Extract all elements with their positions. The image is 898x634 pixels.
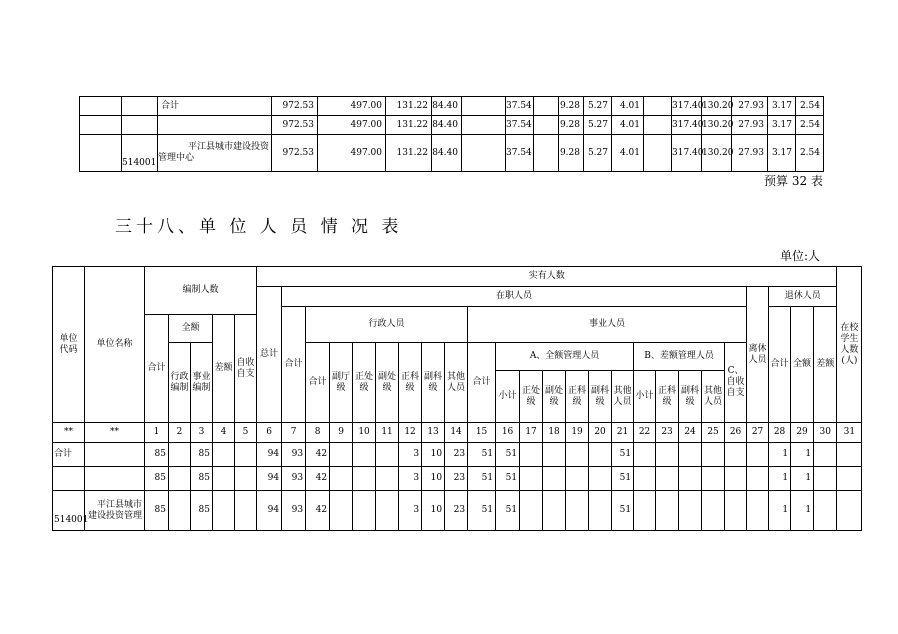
column-index: 21 (612, 423, 634, 443)
column-index: 1 (145, 423, 169, 443)
table-cell: 1 (769, 443, 791, 467)
column-index: 15 (468, 423, 496, 443)
table-cell (566, 443, 589, 467)
budget-row-name: 合计 (158, 97, 272, 116)
table-cell (566, 467, 589, 491)
column-index: 2 (169, 423, 191, 443)
header-full-mgmt: A、全额管理人员 (496, 343, 634, 371)
table-cell (837, 443, 862, 467)
column-index: 24 (679, 423, 702, 443)
table-cell (330, 491, 353, 531)
table-cell (169, 443, 191, 467)
table-cell (543, 443, 566, 467)
table-cell (543, 491, 566, 531)
table-cell (520, 491, 543, 531)
column-index: 17 (520, 423, 543, 443)
header-in-service: 在职人员 (282, 287, 747, 307)
table-cell: 51 (468, 443, 496, 467)
table-cell: 51 (468, 491, 496, 531)
table-cell (353, 443, 376, 467)
table-cell: 1 (791, 491, 814, 531)
table-cell: 94 (257, 443, 282, 467)
table-row: 合计 972.53 497.00 131.22 84.40 37.54 9.28 5.27 4.01 317.40 130.20 27.93 3.17 2.54 (80, 97, 824, 116)
table-cell (656, 443, 679, 467)
table-cell (169, 467, 191, 491)
table-cell (566, 491, 589, 531)
table-cell: 51 (612, 443, 634, 467)
table-cell: 93 (282, 467, 306, 491)
table-cell: 3 (399, 443, 422, 467)
table-cell (169, 491, 191, 531)
table-row (53, 491, 862, 531)
table-cell (213, 491, 235, 531)
table-row (53, 467, 862, 491)
column-index: 16 (496, 423, 520, 443)
column-index: 27 (747, 423, 769, 443)
table-cell (725, 467, 747, 491)
table-cell (330, 443, 353, 467)
table-cell: 85 (145, 491, 169, 531)
header-retired: 退休人员 (769, 287, 837, 307)
table-cell: 51 (496, 443, 520, 467)
table-cell: 1 (791, 443, 814, 467)
column-index: 5 (235, 423, 257, 443)
table-cell (702, 443, 725, 467)
table-cell (679, 467, 702, 491)
unit-code: 514001 (122, 135, 158, 172)
table-cell: 23 (445, 467, 468, 491)
column-index: 22 (634, 423, 656, 443)
column-index: 12 (399, 423, 422, 443)
table-cell: 10 (422, 491, 445, 531)
section-title: 三十八、单 位 人 员 情 况 表 (115, 217, 403, 237)
column-index: ** (53, 423, 85, 443)
staff-table: 单位代码 单位名称 编制人数 实有人数 在校学生人数(人) 总计 在职人员 离休人员 退休人员 合计 行政人员 事业人员 合计 全额 差额 合计 全额 差额 自收自支 行政编制 事业编制 合计 副厅级 正处级 副处级 正科级 副科级 其他人员 合计 A、全额管理人员 B、差额管理人员 C、自收自支 小计 正处级 副处级 正科级 副科级 其他人员 小计 正科级 副科级 其他人员 ** ** 1 2 3 4 5 6 7 8 9 10 11 12 13 14 15 16 17 18 19 20 21 22 23 24 25 26 27 28 29 30 31 合计 85 85 94 93 42 3 10 23 51 51 51 1 1 85 85 94 93 42 3 10 23 51 51 51 1 1 514001 平江县城市 建设投资管理 85 85 94 93 42 3 10 23 51 51 51 1 1 (52, 266, 862, 531)
budget-table (79, 96, 824, 172)
table-cell (702, 467, 725, 491)
table-cell (235, 491, 257, 531)
column-index: 31 (837, 423, 862, 443)
unit-code: 514001 (53, 491, 85, 531)
column-index: 11 (376, 423, 399, 443)
column-index: 30 (814, 423, 837, 443)
column-index: 28 (769, 423, 791, 443)
table-cell (589, 491, 612, 531)
column-index: 7 (282, 423, 306, 443)
column-index: 29 (791, 423, 814, 443)
table-row: 合计 85 85 94 93 42 3 10 23 51 51 51 1 1 (53, 443, 862, 467)
table-cell: 51 (612, 491, 634, 531)
column-index: 3 (191, 423, 213, 443)
header-self-mgmt: C、自收自支 (725, 343, 747, 423)
header-unit-name: 单位名称 (85, 267, 145, 423)
table-cell (520, 443, 543, 467)
column-index: 20 (589, 423, 612, 443)
table-cell (702, 491, 725, 531)
table-cell (814, 491, 837, 531)
table-cell: 3 (399, 491, 422, 531)
table-cell (747, 491, 769, 531)
column-index-row (53, 423, 862, 443)
table-cell (235, 443, 257, 467)
table-cell: 23 (445, 443, 468, 467)
table-cell: 94 (257, 491, 282, 531)
column-index: 25 (702, 423, 725, 443)
table-cell (725, 491, 747, 531)
table-cell (814, 443, 837, 467)
table-cell (353, 467, 376, 491)
column-index: 6 (257, 423, 282, 443)
header-authorized: 编制人数 (145, 267, 257, 315)
table-cell (376, 443, 399, 467)
header-unit-code: 单位代码 (53, 267, 85, 423)
table-cell: 93 (282, 443, 306, 467)
table-cell (543, 467, 566, 491)
table-cell (235, 467, 257, 491)
unit-name: 平江县城市 建设投资管理 (85, 491, 145, 531)
table-cell (747, 467, 769, 491)
column-index: 4 (213, 423, 235, 443)
unit-name: 平江县城市建设投资 管理中心 (158, 135, 272, 172)
table-cell: 85 (145, 467, 169, 491)
table-cell: 23 (445, 491, 468, 531)
table-cell (589, 467, 612, 491)
table-cell (520, 467, 543, 491)
table-cell: 93 (282, 491, 306, 531)
table-cell: 10 (422, 443, 445, 467)
header-retired-cadre: 离休人员 (747, 287, 769, 423)
table-cell: 42 (306, 443, 330, 467)
table-cell: 51 (468, 467, 496, 491)
table-cell (679, 443, 702, 467)
table-cell (679, 491, 702, 531)
table-row: 514001 平江县城市建设投资 管理中心 972.53 497.00 131.22 84.40 37.54 9.28 5.27 4.01 317.40 130.20 27.93 3.17 2.54 (80, 135, 824, 172)
unit-label: 单位:人 (780, 249, 821, 263)
column-index: 18 (543, 423, 566, 443)
column-index: ** (85, 423, 145, 443)
table-cell: 3 (399, 467, 422, 491)
table-cell: 1 (791, 467, 814, 491)
table-cell (634, 443, 656, 467)
table-cell (213, 443, 235, 467)
table-row: 972.53 497.00 131.22 84.40 37.54 9.28 5.27 4.01 317.40 130.20 27.93 3.17 2.54 (80, 116, 824, 135)
table-cell: 51 (496, 491, 520, 531)
table-cell (634, 467, 656, 491)
table-cell (634, 491, 656, 531)
table-cell: 1 (769, 491, 791, 531)
column-index: 19 (566, 423, 589, 443)
table-cell: 51 (612, 467, 634, 491)
table-cell (376, 467, 399, 491)
table-footer-note: 预算 32 表 (764, 174, 823, 188)
table-cell (656, 491, 679, 531)
column-index: 23 (656, 423, 679, 443)
table-cell: 42 (306, 491, 330, 531)
table-cell: 10 (422, 467, 445, 491)
header-students: 在校学生人数(人) (837, 267, 862, 423)
table-cell (837, 467, 862, 491)
header-full-funding: 全额 (169, 315, 213, 343)
table-cell: 85 (145, 443, 169, 467)
header-admin-staff: 行政人员 (306, 307, 468, 343)
column-index: 26 (725, 423, 747, 443)
table-cell: 85 (191, 467, 213, 491)
header-inst-staff: 事业人员 (468, 307, 747, 343)
column-index: 8 (306, 423, 330, 443)
table-cell (656, 467, 679, 491)
column-index: 14 (445, 423, 468, 443)
table-cell: 42 (306, 467, 330, 491)
table-cell: 85 (191, 491, 213, 531)
column-index: 9 (330, 423, 353, 443)
table-cell (376, 491, 399, 531)
table-cell (814, 467, 837, 491)
column-index: 13 (422, 423, 445, 443)
header-diff-mgmt: B、差额管理人员 (634, 343, 725, 371)
table-cell: 51 (496, 467, 520, 491)
header-actual: 实有人数 (257, 267, 837, 287)
column-index: 10 (353, 423, 376, 443)
table-cell (837, 491, 862, 531)
table-cell: 85 (191, 443, 213, 467)
table-cell (353, 491, 376, 531)
table-cell (330, 467, 353, 491)
header-subtotal: 合计 (282, 307, 306, 423)
table-cell (213, 467, 235, 491)
table-cell: 94 (257, 467, 282, 491)
header-total: 总计 (257, 287, 282, 423)
table-cell (747, 443, 769, 467)
table-cell: 1 (769, 467, 791, 491)
table-cell (589, 443, 612, 467)
table-cell (725, 443, 747, 467)
